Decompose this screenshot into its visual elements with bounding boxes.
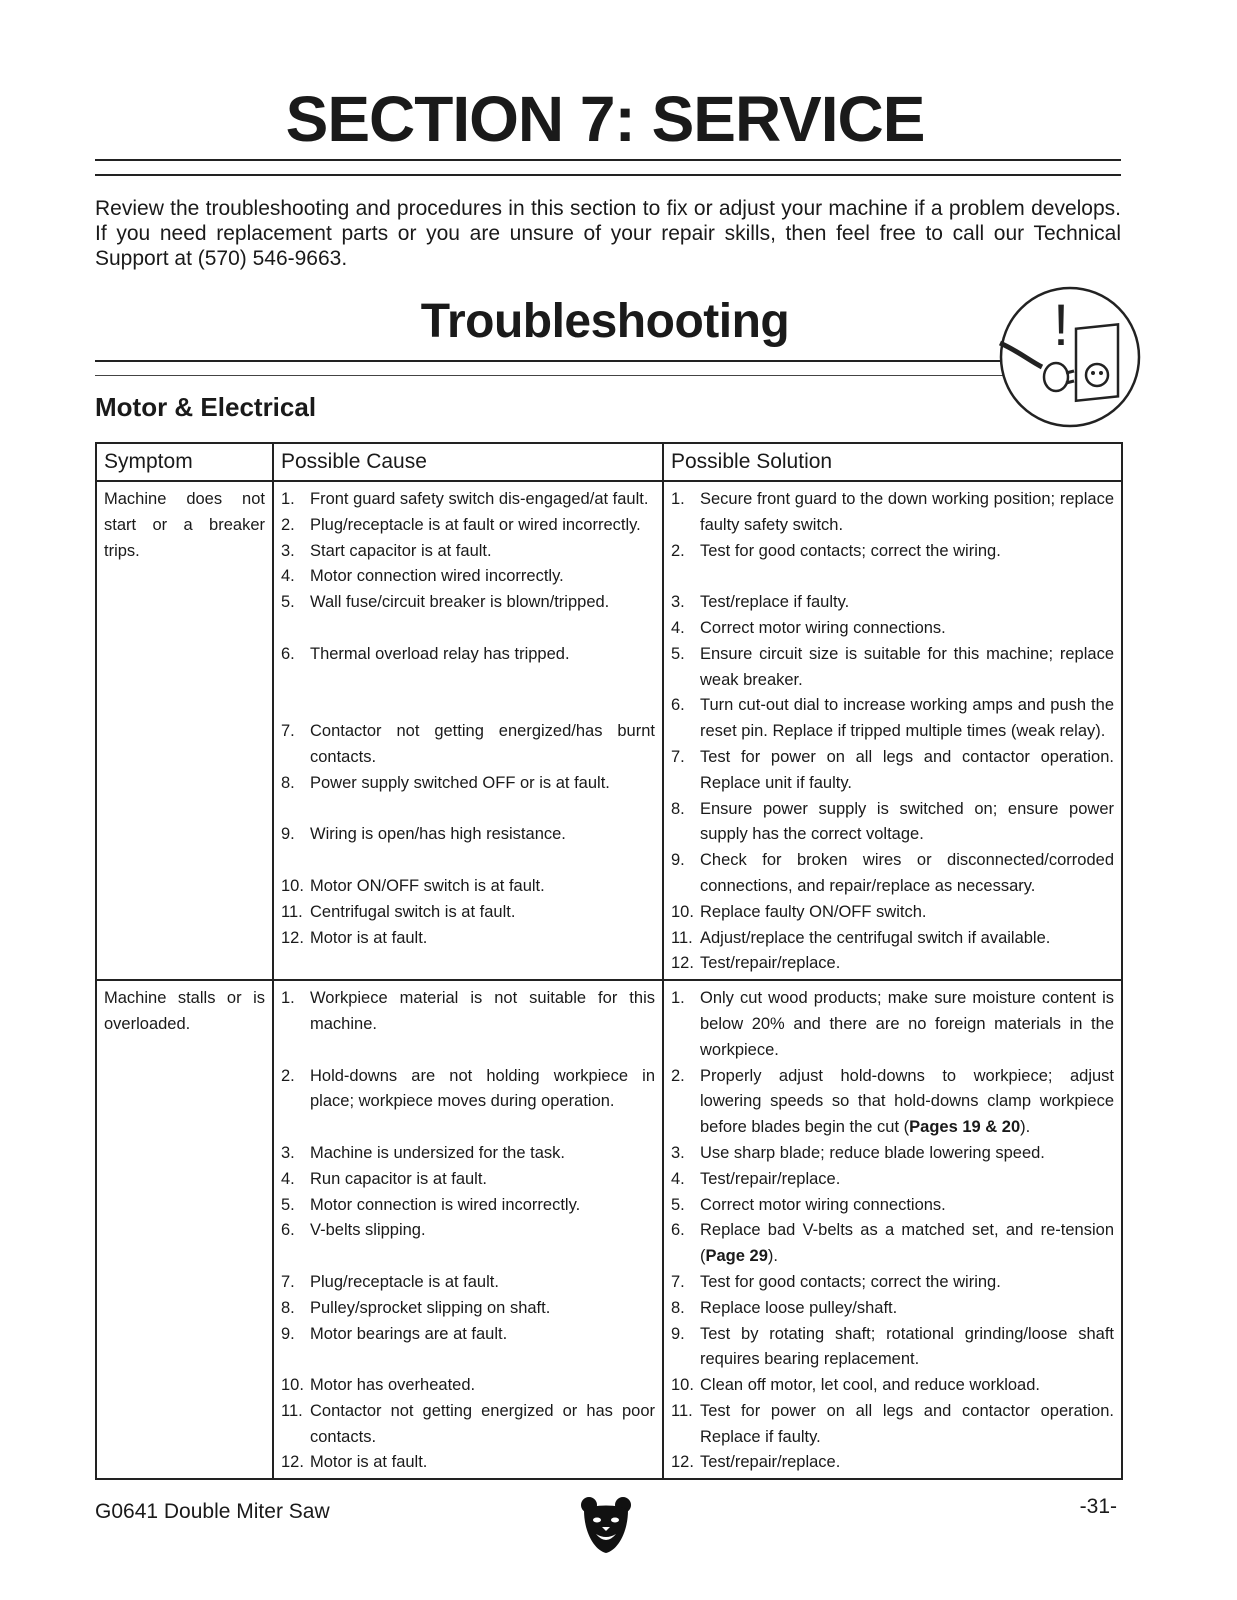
- motor-electrical-heading: Motor & Electrical: [95, 392, 317, 422]
- solution-item: 4. Test/repair/replace.: [671, 1169, 841, 1188]
- cause-item: 9. Wiring is open/has high resistance.: [281, 825, 566, 844]
- header-possible-cause: Possible Cause: [273, 443, 663, 481]
- symptom-cell: Machine does not start or a breaker trips.: [96, 481, 273, 980]
- cause-item: 8. Pulley/sprocket slipping on shaft.: [281, 1298, 551, 1317]
- troubleshooting-table: [95, 442, 1123, 1480]
- cause-item: 8. Power supply switched OFF or is at fault.: [281, 773, 610, 792]
- title-rule-top: [95, 159, 1121, 161]
- solution-item: 8. Ensure power supply is switched on; ensure power supply has the correct voltage.: [671, 799, 1114, 844]
- page-reference: Pages 19 & 20: [909, 1118, 1021, 1137]
- cause-cell: [273, 481, 663, 980]
- troubleshooting-title: Troubleshooting: [420, 295, 790, 348]
- table-header-row: [96, 443, 1122, 481]
- cause-item: 4. Motor connection wired incorrectly.: [281, 567, 564, 586]
- solution-item: 2. Properly adjust hold-downs to workpiece; adjust lowering speeds so that hold-downs clamp workpiece before blades begin the cut (Pages 19 & 20).: [671, 1066, 1114, 1137]
- title-rule-bottom: [95, 174, 1121, 176]
- cause-item: 12. Motor is at fault.: [281, 928, 428, 947]
- cause-item: 12. Motor is at fault.: [281, 1453, 428, 1472]
- cause-item: 1. Front guard safety switch dis-engaged/at fault.: [281, 490, 649, 508]
- solution-item: 8. Replace loose pulley/shaft.: [671, 1298, 898, 1317]
- solution-item: 9. Test by rotating shaft; rotational grinding/loose shaft requires bearing replacement.: [671, 1324, 1114, 1369]
- cause-item: 4. Run capacitor is at fault.: [281, 1169, 488, 1188]
- header-possible-solution: Possible Solution: [663, 443, 1122, 481]
- cause-item: 5. Motor connection is wired incorrectly.: [281, 1195, 581, 1214]
- solution-item: 12. Test/repair/replace.: [671, 1453, 841, 1472]
- cause-item: 6. V-belts slipping.: [281, 1221, 426, 1240]
- bear-logo-icon: [580, 1496, 632, 1554]
- cause-item: 10. Motor has overheated.: [281, 1376, 476, 1395]
- solution-item: 12. Test/repair/replace.: [671, 954, 841, 973]
- solution-item: 10. Replace faulty ON/OFF switch.: [671, 902, 927, 921]
- troubleshooting-rule: [95, 360, 1005, 362]
- solution-item: 5. Correct motor wiring connections.: [671, 1195, 946, 1214]
- solution-item: 1. Only cut wood products; make sure moisture content is below 20% and there are no foreign materials in the workpiece.: [671, 989, 1114, 1059]
- cause-item: 1. Workpiece material is not suitable for this machine.: [281, 989, 655, 1033]
- cause-cell: [273, 980, 663, 1479]
- cause-item: 10. Motor ON/OFF switch is at fault.: [281, 876, 545, 895]
- solution-cell: [663, 980, 1122, 1479]
- table-row: [96, 980, 1122, 1479]
- cause-item: 3. Machine is undersized for the task.: [281, 1143, 565, 1162]
- solution-item: 4. Correct motor wiring connections.: [671, 618, 946, 637]
- solution-item: 3. Use sharp blade; reduce blade lowering speed.: [671, 1143, 1045, 1162]
- page-number: -31-: [1079, 1495, 1117, 1518]
- solution-item: 7. Test for good contacts; correct the wiring.: [671, 1272, 1001, 1291]
- cause-item: 7. Plug/receptacle is at fault.: [281, 1272, 499, 1291]
- solution-item: 2. Test for good contacts; correct the wiring.: [671, 541, 1001, 560]
- solution-cell: [663, 481, 1122, 980]
- cause-item: 3. Start capacitor is at fault.: [281, 541, 492, 560]
- solution-item: 9. Check for broken wires or disconnected/corroded connections, and repair/replace as necessary.: [671, 851, 1114, 895]
- section-title: SECTION 7: SERVICE: [285, 83, 925, 155]
- cause-item: 11. Contactor not getting energized or has poor contacts.: [281, 1401, 655, 1446]
- intro-paragraph: Review the troubleshooting and procedures in this section to fix or adjust your machine if a problem develops. If you need replacement parts or you are unsure of your repair skills, then feel free to call our Technical Support at (570) 546-9663.: [95, 197, 1121, 270]
- solution-item: 11. Adjust/replace the centrifugal switch if available.: [671, 928, 1051, 947]
- cause-item: 6. Thermal overload relay has tripped.: [281, 644, 570, 663]
- cause-item: 9. Motor bearings are at fault.: [281, 1324, 508, 1343]
- footer-model: G0641 Double Miter Saw: [95, 1500, 330, 1523]
- troubleshooting-rule-thin: [95, 375, 1005, 376]
- solution-item: 11. Test for power on all legs and contactor operation. Replace if faulty.: [671, 1401, 1114, 1446]
- header-symptom: Symptom: [96, 443, 273, 481]
- cause-item: 5. Wall fuse/circuit breaker is blown/tripped.: [281, 593, 610, 612]
- cause-item: 7. Contactor not getting energized/has burnt contacts.: [281, 722, 655, 766]
- symptom-cell: Machine stalls or is overloaded.: [96, 980, 273, 1479]
- cause-item: 2. Hold-downs are not holding workpiece in place; workpiece moves during operation.: [281, 1066, 655, 1111]
- electrical-warning-icon: [998, 285, 1142, 429]
- solution-item: 10. Clean off motor, let cool, and reduce workload.: [671, 1376, 1040, 1395]
- cause-item: 11. Centrifugal switch is at fault.: [281, 902, 516, 921]
- solution-item: 6. Replace bad V-belts as a matched set, and re-tension (Page 29).: [671, 1221, 1114, 1266]
- solution-item: 7. Test for power on all legs and contactor operation. Replace unit if faulty.: [671, 747, 1114, 792]
- solution-item: 1. Secure front guard to the down working position; replace faulty safety switch.: [671, 490, 1114, 534]
- page-reference: Page 29: [705, 1247, 768, 1266]
- table-row: [96, 481, 1122, 980]
- cause-item: 2. Plug/receptacle is at fault or wired incorrectly.: [281, 515, 641, 534]
- exclamation-glyph: !: [1053, 293, 1070, 358]
- solution-item: 6. Turn cut-out dial to increase working amps and push the reset pin. Replace if tripped multiple times (weak relay).: [671, 696, 1114, 741]
- solution-item: 3. Test/replace if faulty.: [671, 593, 850, 612]
- solution-item: 5. Ensure circuit size is suitable for this machine; replace weak breaker.: [671, 644, 1114, 689]
